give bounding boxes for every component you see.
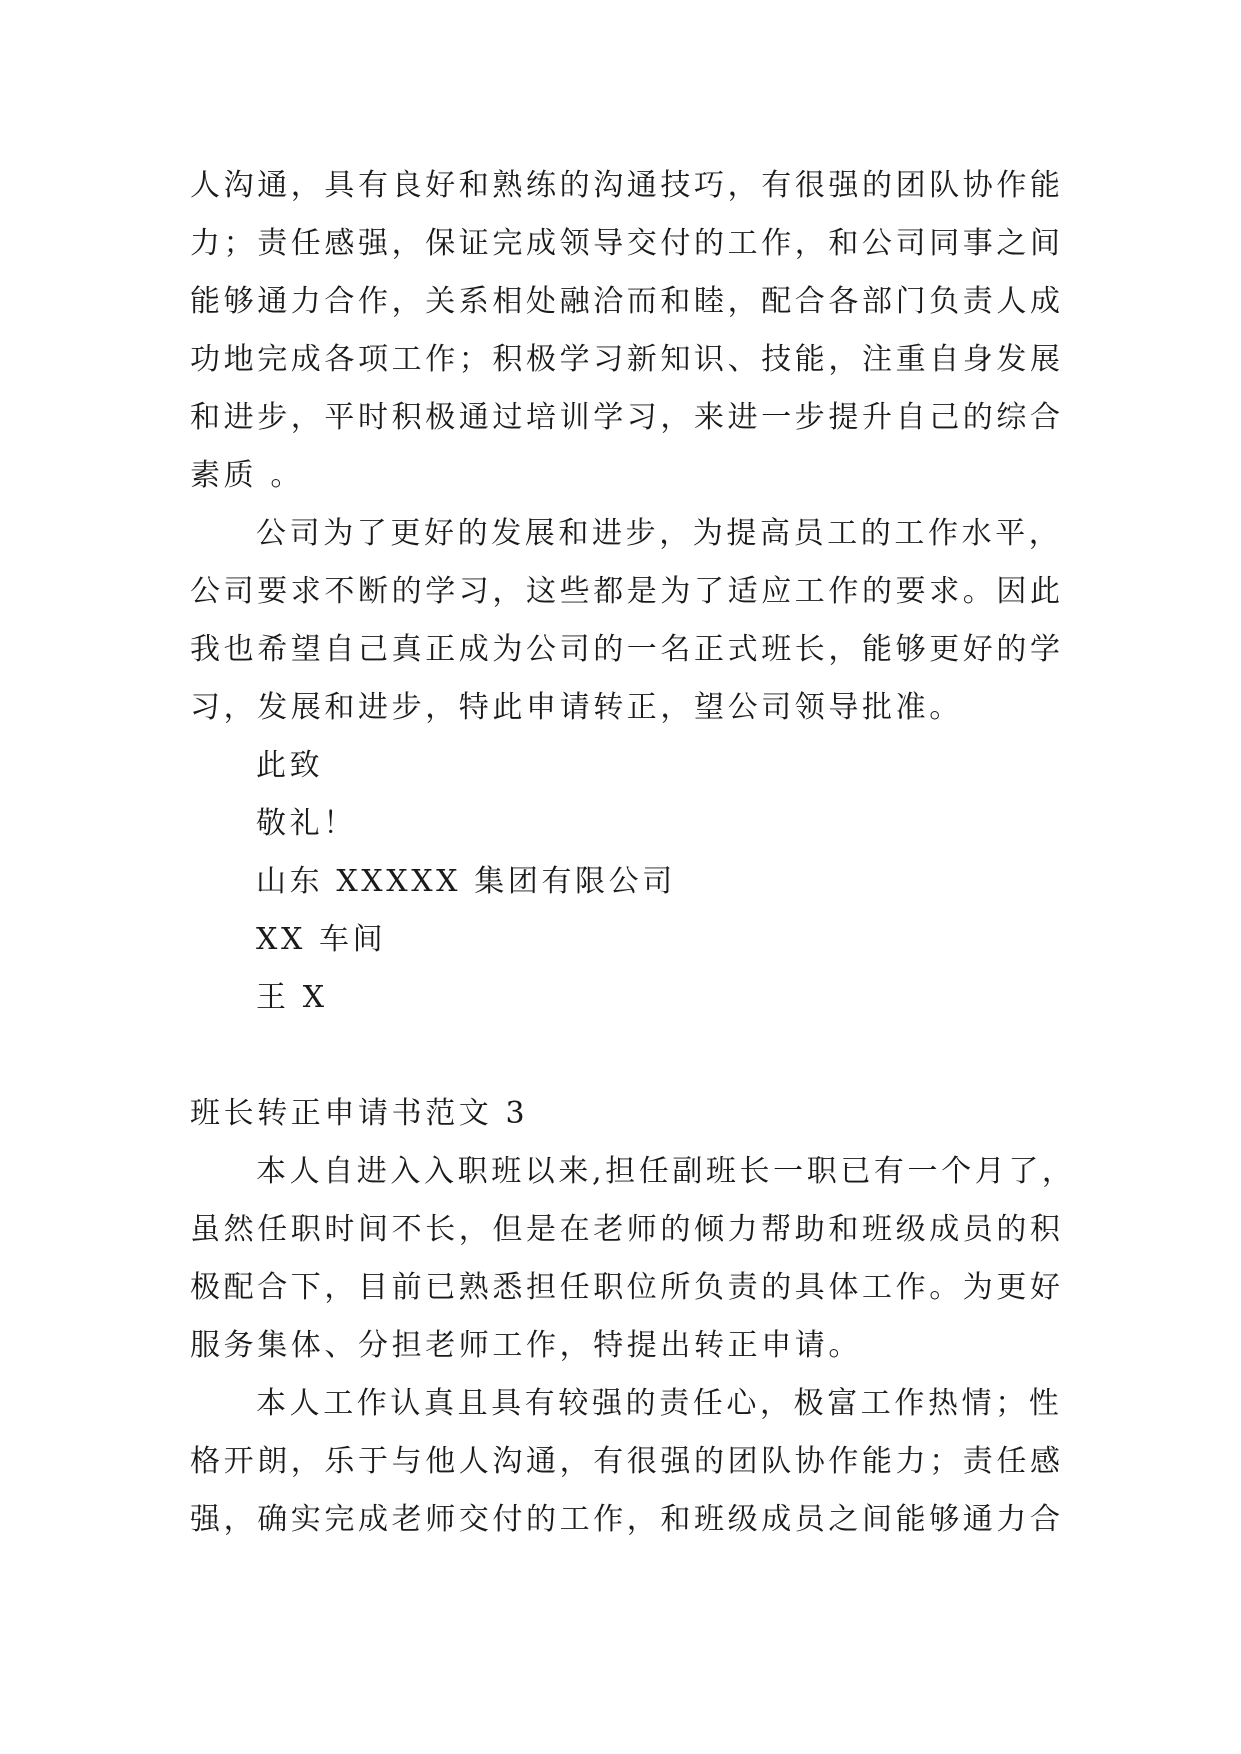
signature-name: 王 X	[256, 980, 328, 1015]
signature-company: 山东 XXXXX 集团有限公司	[256, 864, 676, 899]
paragraph-line: 公司为了更好的发展和进步，为提高员工的工作水平，	[256, 516, 1063, 551]
salutation-line-2: 敬礼！	[256, 806, 357, 841]
paragraph-line: 能够通力合作，关系相处融洽而和睦，配合各部门负责人成	[190, 284, 1064, 319]
paragraph-line: 服务集体、分担老师工作，特提出转正申请。	[190, 1328, 862, 1363]
paragraph-line: 强，确实完成老师交付的工作，和班级成员之间能够通力合	[190, 1502, 1064, 1537]
paragraph-line: 极配合下，目前已熟悉担任职位所负责的具体工作。为更好	[190, 1270, 1064, 1305]
paragraph-line: 功地完成各项工作；积极学习新知识、技能，注重自身发展	[190, 342, 1064, 377]
paragraph-line: 我也希望自己真正成为公司的一名正式班长，能够更好的学	[190, 632, 1064, 667]
paragraph-line: 习，发展和进步，特此申请转正，望公司领导批准。	[190, 690, 963, 725]
paragraph-line: 素质 。	[190, 458, 304, 493]
paragraph-line: 和进步，平时积极通过培训学习，来进一步提升自己的综合	[190, 400, 1064, 435]
paragraph-line: 公司要求不断的学习，这些都是为了适应工作的要求。因此	[190, 574, 1064, 609]
paragraph-line: 本人自进入入职班以来,担任副班长一职已有一个月了，	[256, 1154, 1076, 1189]
section-title: 班长转正申请书范文 3	[190, 1096, 529, 1131]
salutation-line-1: 此致	[256, 748, 324, 783]
paragraph-line: 虽然任职时间不长，但是在老师的倾力帮助和班级成员的积	[190, 1212, 1064, 1247]
paragraph-line: 格开朗，乐于与他人沟通，有很强的团队协作能力；责任感	[190, 1444, 1064, 1479]
paragraph-line: 人沟通，具有良好和熟练的沟通技巧，有很强的团队协作能	[190, 168, 1064, 203]
signature-workshop: XX 车间	[256, 922, 387, 957]
paragraph-line: 本人工作认真且具有较强的责任心，极富工作热情；性	[256, 1386, 1063, 1421]
paragraph-line: 力；责任感强，保证完成领导交付的工作，和公司同事之间	[190, 226, 1064, 261]
